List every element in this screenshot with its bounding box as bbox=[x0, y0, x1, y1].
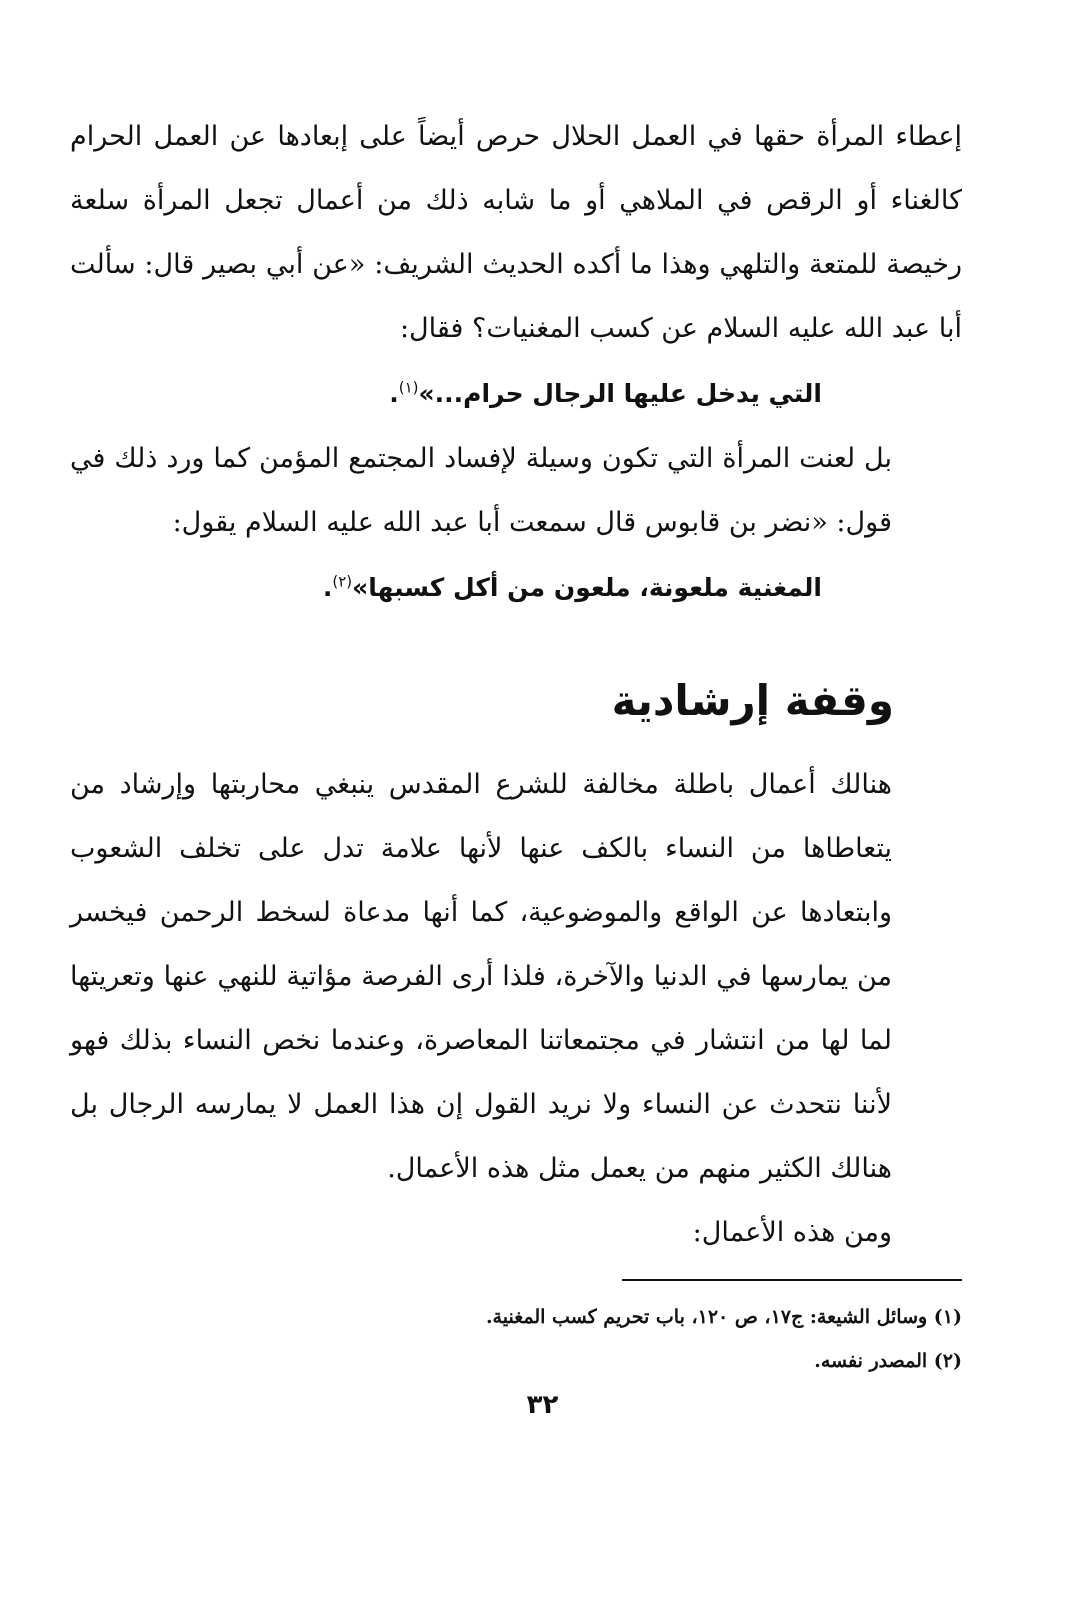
hadith-quote-1-text: التي يدخل عليها الرجال حرام...» bbox=[418, 379, 822, 408]
hadith-quote-2-text: المغنية ملعونة، ملعون من أكل كسبها» bbox=[352, 573, 822, 602]
hadith-quote-2-end: . bbox=[322, 573, 333, 602]
page-body bbox=[70, 105, 962, 1383]
section-heading: وقفة إرشادية bbox=[611, 676, 894, 725]
page-number: ٣٢ bbox=[526, 1390, 559, 1420]
footnote-1: (١) وسائل الشيعة: ج١٧، ص ١٢٠، باب تحريم كسب المغنية. bbox=[485, 1306, 962, 1328]
hadith-quote-1-end: . bbox=[389, 379, 399, 408]
hadith-quote-1 bbox=[70, 361, 962, 427]
footnote-divider bbox=[622, 1279, 962, 1281]
list-intro: ومن هذه الأعمال: bbox=[692, 1217, 892, 1248]
paragraph-opening: إعطاء المرأة حقها في العمل الحلال حرص أيضاً على إبعادها عن العمل الحرام كالغناء أو الرقص في الملاهي أو ما شابه ذلك من أعمال تجعل المرأة سلعة رخيصة للمتعة والتلهي وهذا ما أكده الحديث الشريف: «عن أبي بصير قال: سألت أبا عبد الله عليه السلام عن كسب المغنيات؟ فقال: bbox=[70, 121, 962, 344]
footnote-ref-2[interactable]: (٢) bbox=[332, 572, 353, 591]
footnote-ref-1[interactable]: (١) bbox=[398, 378, 419, 397]
paragraph-curse: بل لعنت المرأة التي تكون وسيلة لإفساد المجتمع المؤمن كما ورد ذلك في قول: «نضر بن قابوس قال سمعت أبا عبد الله عليه السلام يقول: bbox=[70, 443, 892, 538]
hadith-quote-2 bbox=[70, 555, 962, 621]
footnote-2: (٢) المصدر نفسه. bbox=[814, 1350, 962, 1372]
paragraph-guidance: هنالك أعمال باطلة مخالفة للشرع المقدس ينبغي محاربتها وإرشاد من يتعاطاها من النساء بالكف عنها لأنها علامة تدل على تخلف الشعوب وابتعادها عن الواقع والموضوعية، كما أنها مدعاة لسخط الرحمن فيخسر من يمارسها في الدنيا والآخرة، فلذا أرى الفرصة مؤاتية للنهي عنها وتعريتها لما لها من انتشار في مجتمعاتنا المعاصرة، وعندما نخص النساء بذلك فهو لأننا نتحدث عن النساء ولا نريد القول إن هذا العمل لا يمارسه الرجال بل هنالك الكثير منهم من يعمل مثل هذه الأعمال. bbox=[70, 769, 892, 1184]
